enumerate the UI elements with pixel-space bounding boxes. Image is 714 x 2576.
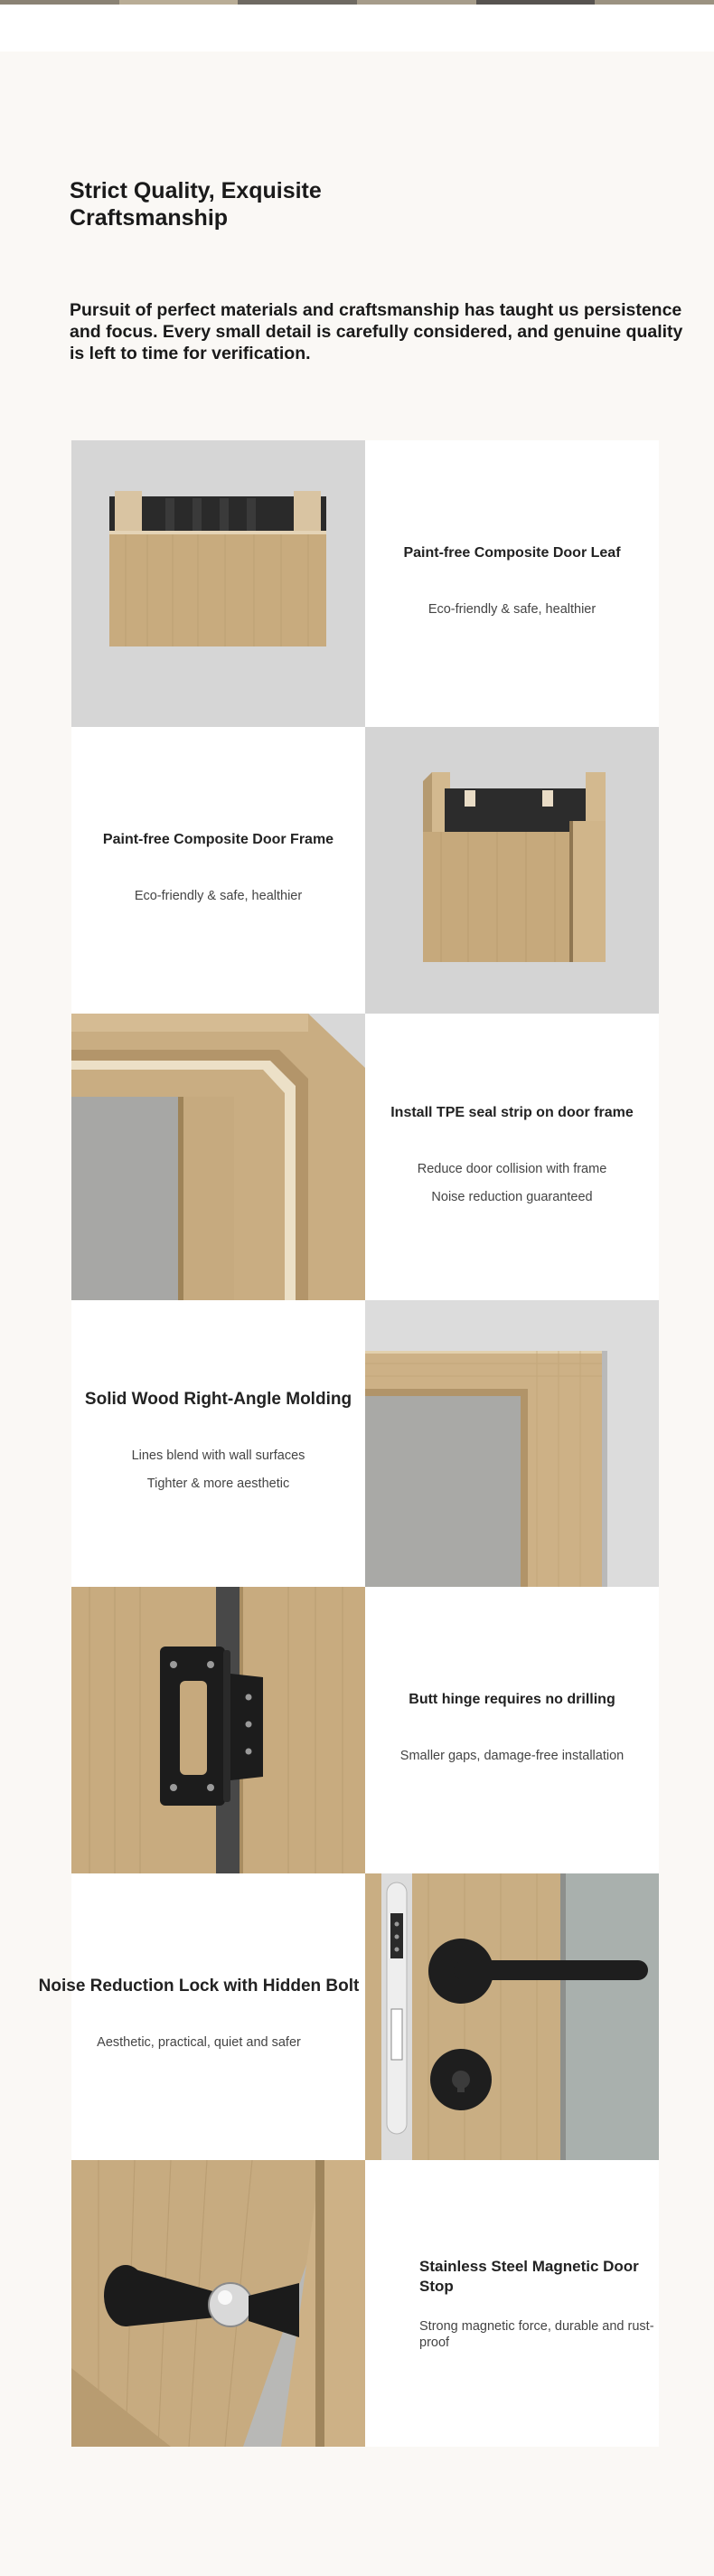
feature-desc: Strong magnetic force, durable and rust-proof [419,2318,654,2350]
section-title: Strict Quality, Exquisite Craftsmanship [70,178,322,231]
feature-desc: Lines blend with wall surfaces [131,1448,305,1463]
feature-title: Butt hinge requires no drilling [409,1692,615,1707]
feature-row-seal-strip [71,1014,659,1300]
feature-desc: Noise reduction guaranteed [431,1189,593,1204]
section-intro: Pursuit of perfect materials and craftsmanship has taught us persistence and focus. Every small detail is carefully considered, and genuine quality is left to time for verification. [70,300,683,363]
feature-desc: Smaller gaps, damage-free installation [399,1749,625,1763]
feature-row-door-frame [71,727,659,1014]
feature-title: Paint-free Composite Door Leaf [403,545,621,561]
feature-row-door-stop [71,2160,659,2447]
feature-card-lock [38,1873,365,2160]
lock-image [365,1873,659,2160]
feature-desc: Tighter & more aesthetic [146,1476,290,1491]
feature-title: Paint-free Composite Door Frame [102,832,334,847]
feature-title: Solid Wood Right-Angle Molding [84,1389,352,1409]
feature-grid [38,440,659,2447]
feature-row-hinge [71,1587,659,1873]
feature-card-door-frame [71,727,365,1014]
feature-row-door-leaf [71,440,659,727]
door-frame-image [365,727,659,1014]
feature-card-door-leaf [365,440,659,727]
feature-desc: Reduce door collision with frame [417,1161,607,1176]
feature-card-seal-strip [365,1014,659,1300]
door-stop-image [71,2160,365,2447]
molding-image [365,1300,659,1587]
feature-title: Noise Reduction Lock with Hidden Bolt [38,1977,360,1996]
feature-desc: Eco-friendly & safe, healthier [134,889,303,903]
feature-card-hinge [365,1587,659,1873]
feature-card-door-stop [365,2160,659,2447]
feature-row-molding [71,1300,659,1587]
feature-desc: Aesthetic, practical, quiet and safer [97,2035,301,2050]
feature-title: Stainless Steel Magnetic Door Stop [419,2257,639,2295]
header-spacer [0,5,714,52]
hinge-image [71,1587,365,1873]
feature-card-molding [71,1300,365,1587]
feature-title: Install TPE seal strip on door frame [390,1104,634,1120]
feature-desc: Eco-friendly & safe, healthier [427,602,597,617]
door-leaf-image [71,440,365,727]
feature-row-lock [38,1873,659,2160]
seal-strip-image [71,1014,365,1300]
